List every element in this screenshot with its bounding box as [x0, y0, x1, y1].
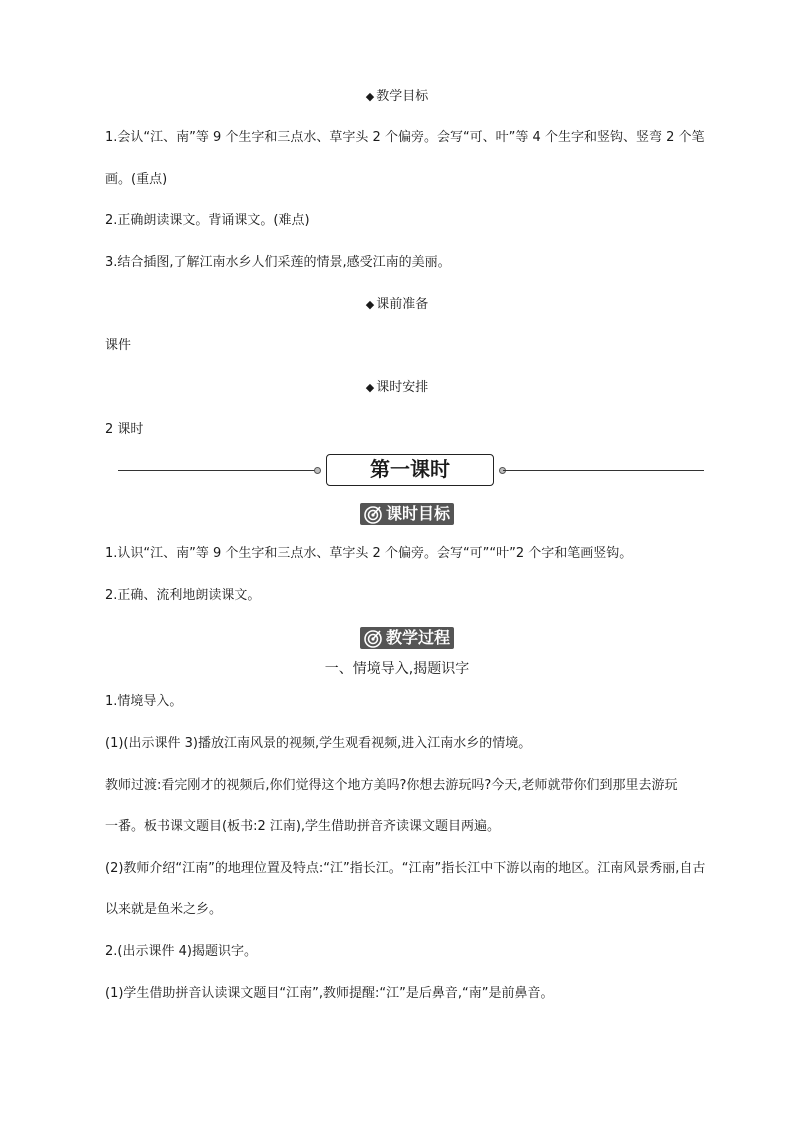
goal-line: 2.正确朗读课文。背诵课文。(难点): [105, 213, 310, 228]
diamond-icon: ◆: [365, 90, 375, 103]
objective-line: 2.正确、流利地朗读课文。: [105, 588, 261, 603]
prep-heading: ◆ 课前准备: [365, 297, 429, 312]
diamond-icon: ◆: [365, 381, 375, 394]
process-line: 教师过渡:看完刚才的视频后,你们觉得这个地方美吗?你想去游玩吗?今天,老师就带你们到那里去游玩: [105, 778, 678, 793]
process-line: 以来就是鱼米之乡。: [105, 902, 223, 917]
process-line: (2)教师介绍“江南”的地理位置及特点:“江”指长江。“江南”指长江中下游以南的地区。江南风景秀丽,自古: [105, 861, 706, 876]
goal-line: 1.会认“江、南”等 9 个生字和三点水、草字头 2 个偏旁。会写“可、叶”等 4 个生字和竖钩、竖弯 2 个笔: [105, 130, 705, 145]
process-line: 一番。板书课文题目(板书:2 江南),学生借助拼音齐读课文题目两遍。: [105, 819, 501, 834]
goal-line: 画。(重点): [105, 172, 168, 187]
target-icon: [363, 504, 383, 524]
goal-line: 3.结合插图,了解江南水乡人们采莲的情景,感受江南的美丽。: [105, 255, 451, 270]
process-line: (1)学生借助拼音认读课文题目“江南”,教师提醒:“江”是后鼻音,“南”是前鼻音。: [105, 986, 554, 1001]
divider-left: [118, 470, 318, 471]
target-icon: [363, 628, 383, 648]
prep-text: 课件: [105, 338, 132, 353]
divider-right: [503, 470, 704, 471]
process-line: (1)(出示课件 3)播放江南风景的视频,学生观看视频,进入江南水乡的情境。: [105, 736, 532, 751]
divider-dot-left: [314, 467, 321, 474]
diamond-icon: ◆: [365, 298, 375, 311]
objective-line: 1.认识“江、南”等 9 个生字和三点水、草字头 2 个偏旁。会写“可”“叶”2 个字和笔画竖钩。: [105, 546, 633, 561]
lesson-title: 第一课时: [326, 454, 494, 486]
goals-heading: ◆ 教学目标: [365, 89, 429, 104]
part-one-title: 一、情境导入,揭题识字: [324, 661, 470, 677]
process-badge: 教学过程: [360, 627, 454, 649]
schedule-heading: ◆ 课时安排: [365, 380, 429, 395]
process-line: 1.情境导入。: [105, 694, 183, 709]
objectives-badge: 课时目标: [360, 503, 454, 525]
process-line: 2.(出示课件 4)揭题识字。: [105, 944, 257, 959]
schedule-text: 2 课时: [105, 422, 144, 437]
